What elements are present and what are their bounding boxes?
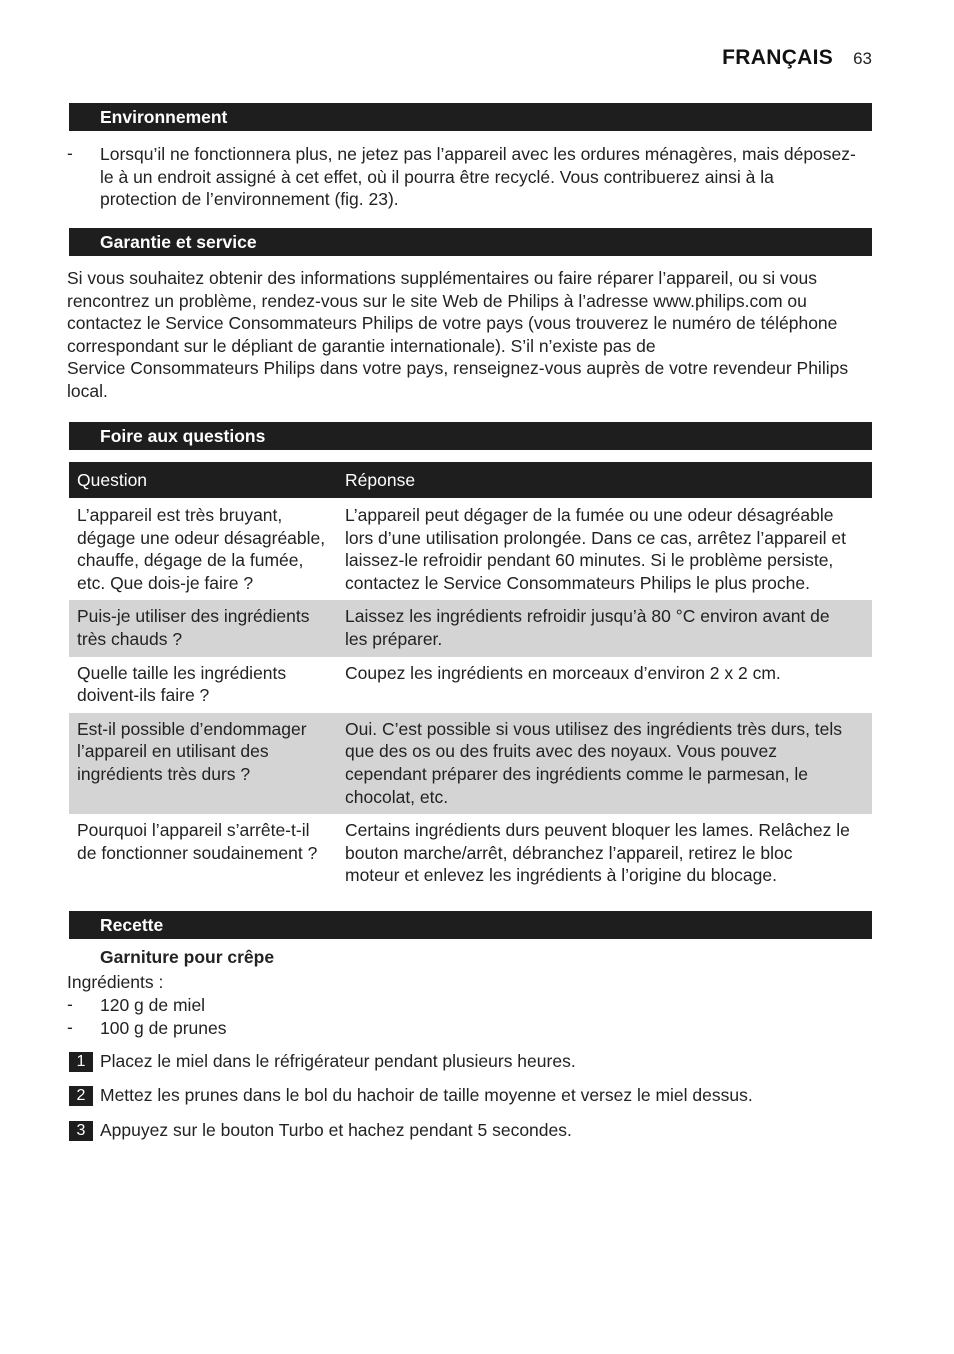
table-row	[69, 657, 872, 713]
text-line: le à un endroit assigné à cet effet, où il pourra être recyclé. Vous contribuerez ainsi à la	[100, 166, 774, 187]
faq-answer	[337, 814, 872, 893]
column-header-answer: Réponse	[337, 462, 872, 498]
table-row	[69, 814, 872, 893]
ingredients-label: Ingrédients :	[67, 972, 164, 992]
step-text: Appuyez sur le bouton Turbo et hachez pendant 5 secondes.	[100, 1120, 572, 1140]
table-row	[69, 498, 872, 600]
text-line: Certains ingrédients durs peuvent bloquer les lames. Relâchez le	[345, 820, 850, 841]
text-line: etc. Que dois-je faire ?	[77, 572, 254, 593]
text-line: Service Consommateurs Philips dans votre pays, renseignez-vous auprès de votre revendeur Philips	[67, 358, 849, 379]
table-row	[69, 600, 872, 656]
text-line: local.	[67, 380, 108, 401]
text-line: Lorsqu’il ne fonctionnera plus, ne jetez pas l’appareil avec les ordures ménagères, mais déposez-	[100, 144, 856, 164]
text-line: ingrédients très durs ?	[77, 763, 251, 784]
text-line: Quelle taille les ingrédients	[77, 662, 287, 683]
bullet-dash: -	[67, 1017, 73, 1037]
text-line: contactez le Service Consommateurs Philips le plus proche.	[345, 572, 810, 593]
faq-answer	[337, 498, 872, 600]
step-number: 2	[69, 1086, 93, 1106]
ingredient-item: 100 g de prunes	[100, 1018, 227, 1038]
text-line: rencontrez un problème, rendez-vous sur le site Web de Philips à l’adresse www.philips.com ou	[67, 290, 807, 311]
bullet-dash: -	[67, 143, 73, 163]
faq-question	[69, 657, 337, 713]
guarantee-text	[67, 267, 848, 403]
text-line: Si vous souhaitez obtenir des informations supplémentaires ou faire réparer l’appareil, ou si vous	[67, 268, 817, 288]
faq-answer	[337, 657, 872, 713]
text-line: chauffe, dégage de la fumée,	[77, 550, 304, 571]
text-line: correspondant sur le dépliant de garantie internationale). S’il n’existe pas de	[67, 335, 656, 356]
text-line: de fonctionner soudainement ?	[77, 842, 318, 863]
text-line: contactez le Service Consommateurs Philips de votre pays (vous trouverez le numéro de téléphone	[67, 313, 838, 334]
faq-question	[69, 713, 337, 814]
text-line: les préparer.	[345, 628, 443, 649]
faq-question	[69, 814, 337, 893]
text-line: Coupez les ingrédients en morceaux d’environ 2 x 2 cm.	[345, 662, 781, 683]
text-line: lors d’une utilisation prolongée. Dans ce cas, arrêtez l’appareil et	[345, 527, 846, 548]
faq-question	[69, 600, 337, 656]
step-number: 3	[69, 1121, 93, 1141]
text-line: L’appareil est très bruyant,	[77, 505, 283, 525]
section-heading-environment: Environnement	[69, 103, 872, 131]
text-line: protection de l’environnement (fig. 23).	[100, 189, 399, 210]
column-header-question: Question	[69, 462, 337, 498]
page-header	[722, 46, 872, 70]
faq-table	[69, 462, 872, 893]
text-line: L’appareil peut dégager de la fumée ou une odeur désagréable	[345, 505, 834, 525]
section-heading-guarantee: Garantie et service	[69, 228, 872, 256]
text-line: très chauds ?	[77, 628, 183, 649]
language-label: FRANÇAIS	[722, 46, 834, 69]
faq-answer	[337, 713, 872, 814]
text-line: Oui. C’est possible si vous utilisez des ingrédients très durs, tels	[345, 718, 843, 739]
section-heading-faq: Foire aux questions	[69, 422, 872, 450]
text-line: doivent-ils faire ?	[77, 685, 210, 706]
text-line: que des os ou des fruits avec des noyaux. Vous pouvez	[345, 741, 777, 762]
text-line: chocolat, etc.	[345, 786, 449, 807]
bullet-dash: -	[67, 994, 73, 1014]
text-line: Puis-je utiliser des ingrédients	[77, 606, 310, 627]
text-line: laissez-le refroidir pendant 60 minutes. Si le problème persiste,	[345, 550, 834, 571]
step-text: Placez le miel dans le réfrigérateur pendant plusieurs heures.	[100, 1051, 576, 1071]
text-line: dégage une odeur désagréable,	[77, 527, 326, 548]
text-line: bouton marche/arrêt, débranchez l’appareil, retirez le bloc	[345, 842, 793, 863]
text-line: l’appareil en utilisant des	[77, 741, 269, 762]
recipe-title: Garniture pour crêpe	[100, 947, 275, 967]
table-row	[69, 713, 872, 814]
faq-answer	[337, 600, 872, 656]
text-line: Laissez les ingrédients refroidir jusqu’à 80 °C environ avant de	[345, 606, 830, 627]
section-heading-recipe: Recette	[69, 911, 872, 939]
text-line: Pourquoi l’appareil s’arrête-t-il	[77, 820, 310, 841]
ingredient-item: 120 g de miel	[100, 995, 206, 1015]
step-number: 1	[69, 1052, 93, 1072]
environment-text	[100, 143, 856, 211]
faq-question	[69, 498, 337, 600]
step-text: Mettez les prunes dans le bol du hachoir de taille moyenne et versez le miel dessus.	[100, 1085, 753, 1105]
text-line: Est-il possible d’endommager	[77, 718, 307, 739]
text-line: moteur et enlevez les ingrédients à l’origine du blocage.	[345, 865, 777, 886]
text-line: cependant préparer des ingrédients comme le parmesan, le	[345, 763, 809, 784]
page-number: 63	[853, 49, 872, 68]
faq-header-row	[69, 462, 872, 498]
